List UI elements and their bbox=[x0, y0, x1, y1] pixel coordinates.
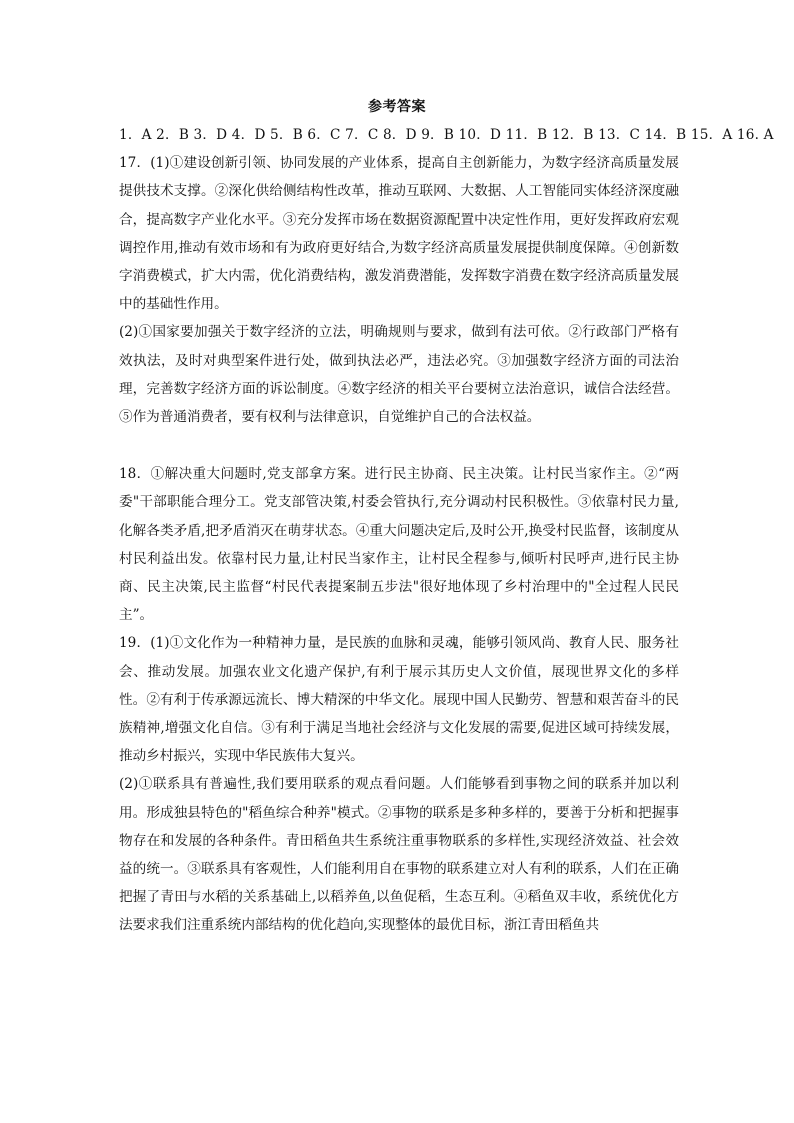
question-17-part-1: 17．(1)①建设创新引领、协同发展的产业体系，提高自主创新能力，为数字经济高质量发展提供技术支撑。②深化供给侧结构性改革，推动互联网、大数据、人工智能同实体经济深度融合，提高数字产业化水平。③充分发挥市场在数据资源配置中决定性作用，更好发挥政府宏观调控作用,推动有效市场和有为政府更好结合,为数字经济高质量发展提供制度保障。④创新数字消费模式，扩大内需，优化消费结构，激发消费潜能，发挥数字消费在数字经济高质量发展中的基础性作用。 bbox=[119, 155, 679, 313]
question-19-part-1: 19．(1)①文化作为一种精神力量，是民族的血脉和灵魂，能够引领风尚、教育人民、服务社会、推动发展。加强农业文化遗产保护,有利于展示其历史人文价值，展现世界文化的多样性。②有利于传承源远流长、博大精深的中华文化。展现中国人民勤劳、智慧和艰苦奋斗的民族精神,增强文化自信。③有利于满足当地社会经济与文化发展的需要,促进区域可持续发展，推动乡村振兴，实现中华民族伟大复兴。 bbox=[119, 635, 679, 765]
question-19-part-2: (2)①联系具有普遍性,我们要用联系的观点看问题。人们能够看到事物之间的联系并加以利用。形成独县特色的"稻鱼综合种养"模式。②事物的联系是多种多样的，要善于分析和把握事物存在和发展的各种条件。青田稻鱼共生系统注重事物联系的多样性,实现经济效益、社会效益的统一。③联系具有客观性，人们能利用自在事物的联系建立对人有利的联系，人们在正确把握了青田与水稻的关系基础上,以稻养鱼,以鱼促稻，生态互利。④稻鱼双丰收，系统优化方法要求我们注重系统内部结构的优化趋向,实现整体的最优目标，浙江青田稻鱼共 bbox=[119, 776, 679, 934]
question-17-part-2: (2)①国家要加强关于数字经济的立法，明确规则与要求，做到有法可依。②行政部门严格有效执法，及时对典型案件进行处，做到执法必严，违法必究。③加强数字经济方面的司法治理，完善数字经济方面的诉讼制度。④数字经济的相关平台要树立法治意识，诚信合法经营。⑤作为普通消费者，要有权利与法律意识，自觉维护自己的合法权益。 bbox=[119, 324, 679, 426]
page-title: 参考答案 bbox=[368, 99, 426, 115]
question-18: 18．①解决重大问题时,党支部拿方案。进行民主协商、民主决策。让村民当家作主。②“两委"干部职能合理分工。党支部管决策,村委会管执行,充分调动村民积极性。③依靠村民力量,化解各类矛盾,把矛盾消灭在萌芽状态。④重大问题决定后,及时公开,换受村民监督，该制度从村民利益出发。依靠村民力量,让村民当家作主，让村民全程参与,倾听村民呼声,进行民主协商、民主决策,民主监督“村民代表提案制五步法"很好地体现了乡村治理中的"全过程人民民主”。 bbox=[119, 466, 679, 624]
paragraph-spacer bbox=[119, 431, 679, 460]
multiple-choice-answers: 1．A 2．B 3．D 4．D 5．B 6．C 7．C 8．D 9．B 10．D 11．B 12．B 13．C 14．B 15．A 16. A bbox=[119, 127, 774, 143]
answer-content bbox=[119, 121, 774, 940]
